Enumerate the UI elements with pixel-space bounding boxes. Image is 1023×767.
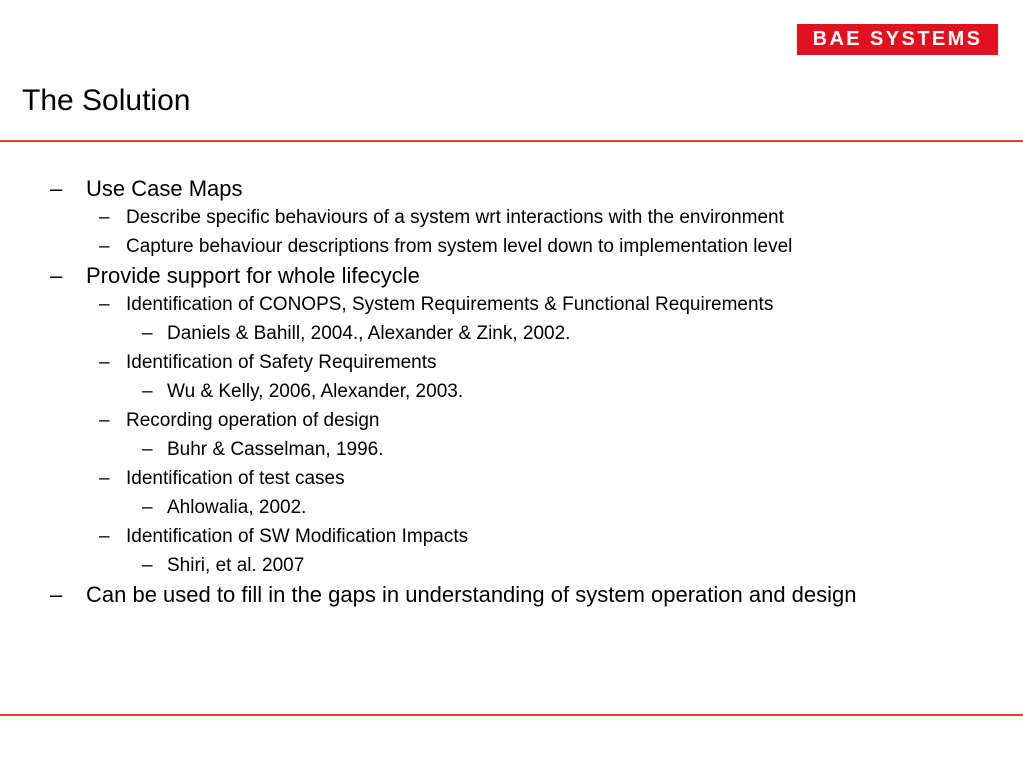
bullet-list: [0, 176, 1023, 611]
bullet-text: Identification of Safety Requirements: [126, 352, 437, 373]
bullet-text: Use Case Maps: [86, 176, 243, 201]
slide-title: The Solution: [22, 84, 191, 117]
dash-marker: –: [142, 323, 153, 344]
dash-marker: –: [99, 352, 110, 373]
dash-marker: –: [142, 555, 153, 576]
bullet-text: Buhr & Casselman, 1996.: [167, 439, 384, 460]
bullet-text: Describe specific behaviours of a system wrt interactions with the environment: [126, 207, 784, 228]
sub-bullet-describe-behaviours: [0, 205, 1023, 230]
bullet-text: Shiri, et al. 2007: [167, 555, 305, 576]
reference-buhr: [0, 437, 1023, 462]
bae-systems-logo: BAE SYSTEMS: [797, 24, 998, 55]
bullet-text: Capture behaviour descriptions from system level down to implementation level: [126, 236, 793, 257]
sub-bullet-conops: [0, 292, 1023, 317]
dash-marker: –: [142, 439, 153, 460]
bullet-lifecycle-support: [0, 263, 926, 288]
dash-marker: –: [99, 526, 110, 547]
bullet-text: Daniels & Bahill, 2004., Alexander & Zink, 2002.: [167, 323, 571, 344]
sub-bullet-recording-design: [0, 408, 1023, 433]
bullet-fill-gaps: [0, 582, 926, 607]
bullet-text: Identification of SW Modification Impacts: [126, 526, 469, 547]
dash-marker: –: [142, 381, 153, 402]
reference-wu-kelly: [0, 379, 1023, 404]
dash-marker: –: [142, 497, 153, 518]
bullet-text: Recording operation of design: [126, 410, 380, 431]
dash-marker: –: [99, 207, 110, 228]
dash-marker: –: [50, 176, 63, 201]
dash-marker: –: [99, 236, 110, 257]
reference-ahlowalia: [0, 495, 1023, 520]
reference-shiri: [0, 553, 1023, 578]
sub-bullet-sw-modification: [0, 524, 1023, 549]
bullet-text: Can be used to fill in the gaps in understanding of system operation and design: [86, 582, 857, 607]
bottom-divider: [0, 714, 1023, 716]
sub-bullet-test-cases: [0, 466, 1023, 491]
top-divider: [0, 140, 1023, 142]
sub-bullet-capture-behaviour: [0, 234, 1023, 259]
bullet-text: Identification of CONOPS, System Requirements & Functional Requirements: [126, 294, 774, 315]
dash-marker: –: [50, 263, 63, 288]
reference-daniels: [0, 321, 1023, 346]
bullet-text: Identification of test cases: [126, 468, 345, 489]
dash-marker: –: [50, 582, 63, 607]
bullet-text: Provide support for whole lifecycle: [86, 263, 420, 288]
bullet-text: Ahlowalia, 2002.: [167, 497, 307, 518]
dash-marker: –: [99, 410, 110, 431]
bullet-text: Wu & Kelly, 2006, Alexander, 2003.: [167, 381, 464, 402]
dash-marker: –: [99, 294, 110, 315]
bullet-use-case-maps: [0, 176, 926, 201]
dash-marker: –: [99, 468, 110, 489]
sub-bullet-safety-requirements: [0, 350, 1023, 375]
